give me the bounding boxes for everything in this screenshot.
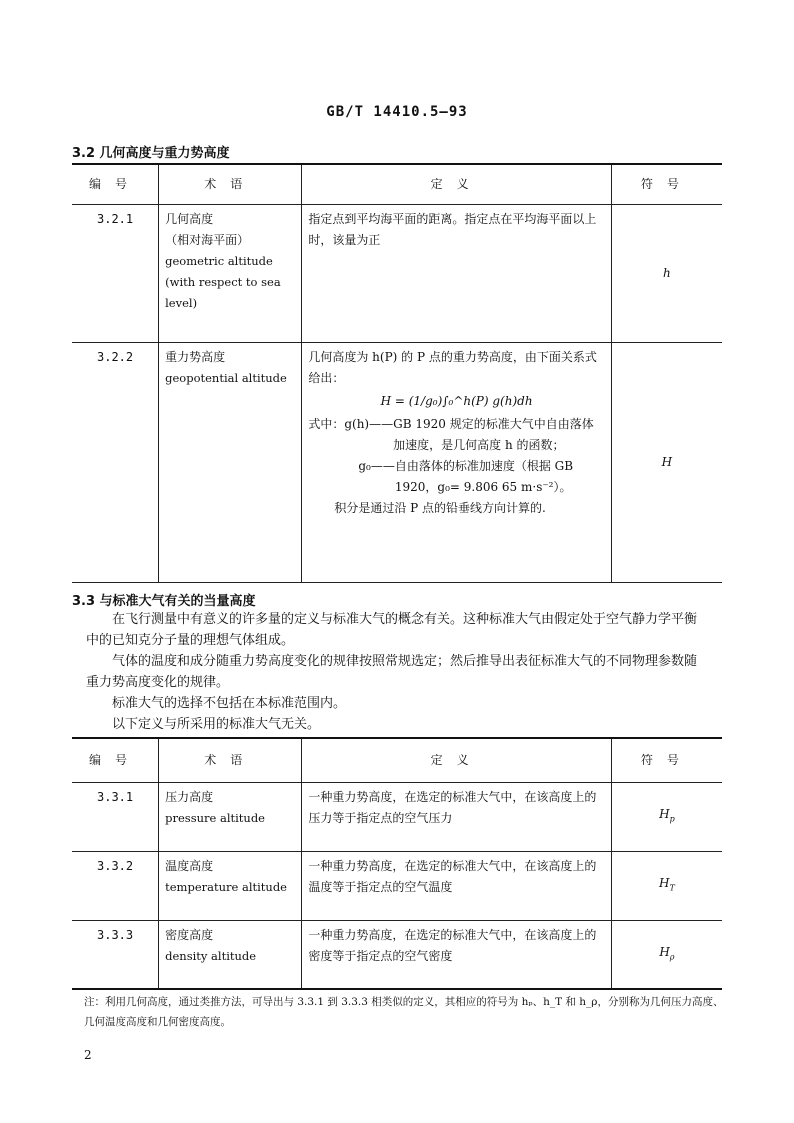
entry-number: 3.2.2 bbox=[72, 342, 159, 582]
table-header-row bbox=[72, 164, 722, 204]
table-equivalent-altitudes bbox=[72, 737, 722, 990]
entry-number: 3.3.1 bbox=[72, 782, 159, 851]
col-header-term: 术语 bbox=[159, 738, 302, 782]
entry-definition: 指定点到平均海平面的距离。指定点在平均海平面以上时，该量为正 bbox=[302, 204, 611, 342]
term-en: density altitude bbox=[165, 948, 257, 963]
where-text: 自由落体的标准加速度（根据 GB 1920，g₀= 9.806 65 m·s⁻²）。 bbox=[394, 458, 574, 494]
section-title-3-3: 3.3 与标准大气有关的当量高度 bbox=[72, 594, 256, 609]
paragraph: 在飞行测量中有意义的许多量的定义与标准大气的概念有关。这种标准大气由假定处于空气静力学平衡中的已知克分子量的理想气体组成。 bbox=[86, 612, 698, 648]
table-row bbox=[72, 782, 722, 851]
entry-symbol bbox=[611, 920, 722, 989]
term-en: geometric altitude (with respect to sea level) bbox=[165, 253, 281, 310]
intro-text bbox=[86, 609, 706, 735]
entry-symbol bbox=[611, 851, 722, 920]
term-cn: 密度高度 bbox=[165, 927, 214, 942]
document-header: GB/T 14410.5—93 bbox=[326, 104, 468, 120]
table-row bbox=[72, 920, 722, 989]
paragraph: 以下定义与所采用的标准大气无关。 bbox=[112, 717, 321, 732]
entry-symbol bbox=[611, 782, 722, 851]
page-number: 2 bbox=[84, 1048, 92, 1062]
definition-end: 积分是通过沿 P 点的铅垂线方向计算的. bbox=[334, 500, 546, 515]
term-en: geopotential altitude bbox=[165, 370, 287, 385]
where-clause-1 bbox=[308, 414, 604, 456]
entry-term bbox=[159, 920, 302, 989]
where-label: 式中：g(h)—— bbox=[308, 416, 394, 431]
where-label: g₀—— bbox=[358, 458, 395, 473]
term-cn: 几何高度 bbox=[165, 211, 214, 226]
col-header-symbol: 符号 bbox=[611, 164, 722, 204]
entry-definition: 一种重力势高度，在选定的标准大气中，在该高度上的压力等于指定点的空气压力 bbox=[302, 782, 611, 851]
entry-definition: 一种重力势高度，在选定的标准大气中，在该高度上的密度等于指定点的空气密度 bbox=[302, 920, 611, 989]
term-en: pressure altitude bbox=[165, 810, 265, 825]
entry-number: 3.2.1 bbox=[72, 204, 159, 342]
entry-symbol: h bbox=[611, 204, 722, 342]
col-header-number: 编号 bbox=[72, 738, 159, 782]
entry-term bbox=[159, 204, 302, 342]
entry-definition bbox=[302, 342, 611, 582]
paragraph: 气体的温度和成分随重力势高度变化的规律按照常规选定；然后推导出表征标准大气的不同物理参数随重力势高度变化的规律。 bbox=[86, 654, 698, 690]
entry-term bbox=[159, 782, 302, 851]
symbol-subscript: p bbox=[669, 814, 675, 824]
definition-intro: 几何高度为 h(P) 的 P 点的重力势高度，由下面关系式给出： bbox=[308, 349, 597, 385]
symbol-base: H bbox=[659, 875, 670, 890]
term-note: （相对海平面） bbox=[165, 232, 250, 247]
term-cn: 重力势高度 bbox=[165, 349, 226, 364]
col-header-number: 编号 bbox=[72, 164, 159, 204]
section-title-3-2: 3.2 几何高度与重力势高度 bbox=[72, 146, 230, 161]
table-row bbox=[72, 342, 722, 582]
term-en: temperature altitude bbox=[165, 879, 287, 894]
term-cn: 压力高度 bbox=[165, 789, 214, 804]
paragraph: 标准大气的选择不包括在本标准范围内。 bbox=[112, 696, 347, 711]
where-text: GB 1920 规定的标准大气中自由落体加速度，是几何高度 h 的函数； bbox=[393, 416, 594, 452]
table-header-row bbox=[72, 738, 722, 782]
entry-number: 3.3.3 bbox=[72, 920, 159, 989]
footnote: 注：利用几何高度，通过类推方法，可导出与 3.3.1 到 3.3.3 相类似的定义，其相应的符号为 hₚ、h_T 和 h_ρ，分别称为几何压力高度、几何温度高度和几何密度高度。 bbox=[84, 996, 724, 1028]
table-geometric-geopotential bbox=[72, 163, 722, 583]
where-clause-2 bbox=[308, 456, 604, 498]
entry-term bbox=[159, 342, 302, 582]
geopotential-formula: H = (1/g₀)∫₀^h(P) g(h)dh bbox=[380, 393, 533, 408]
table-row bbox=[72, 851, 722, 920]
entry-symbol: H bbox=[611, 342, 722, 582]
symbol-base: H bbox=[659, 944, 670, 959]
symbol-subscript: T bbox=[669, 883, 675, 893]
col-header-definition: 定义 bbox=[302, 164, 611, 204]
entry-term bbox=[159, 851, 302, 920]
symbol-base: H bbox=[659, 806, 670, 821]
table-row bbox=[72, 204, 722, 342]
entry-number: 3.3.2 bbox=[72, 851, 159, 920]
col-header-definition: 定义 bbox=[302, 738, 611, 782]
symbol-subscript: ρ bbox=[669, 951, 675, 961]
term-cn: 温度高度 bbox=[165, 858, 214, 873]
col-header-term: 术语 bbox=[159, 164, 302, 204]
col-header-symbol: 符号 bbox=[611, 738, 722, 782]
entry-definition: 一种重力势高度，在选定的标准大气中，在该高度上的温度等于指定点的空气温度 bbox=[302, 851, 611, 920]
